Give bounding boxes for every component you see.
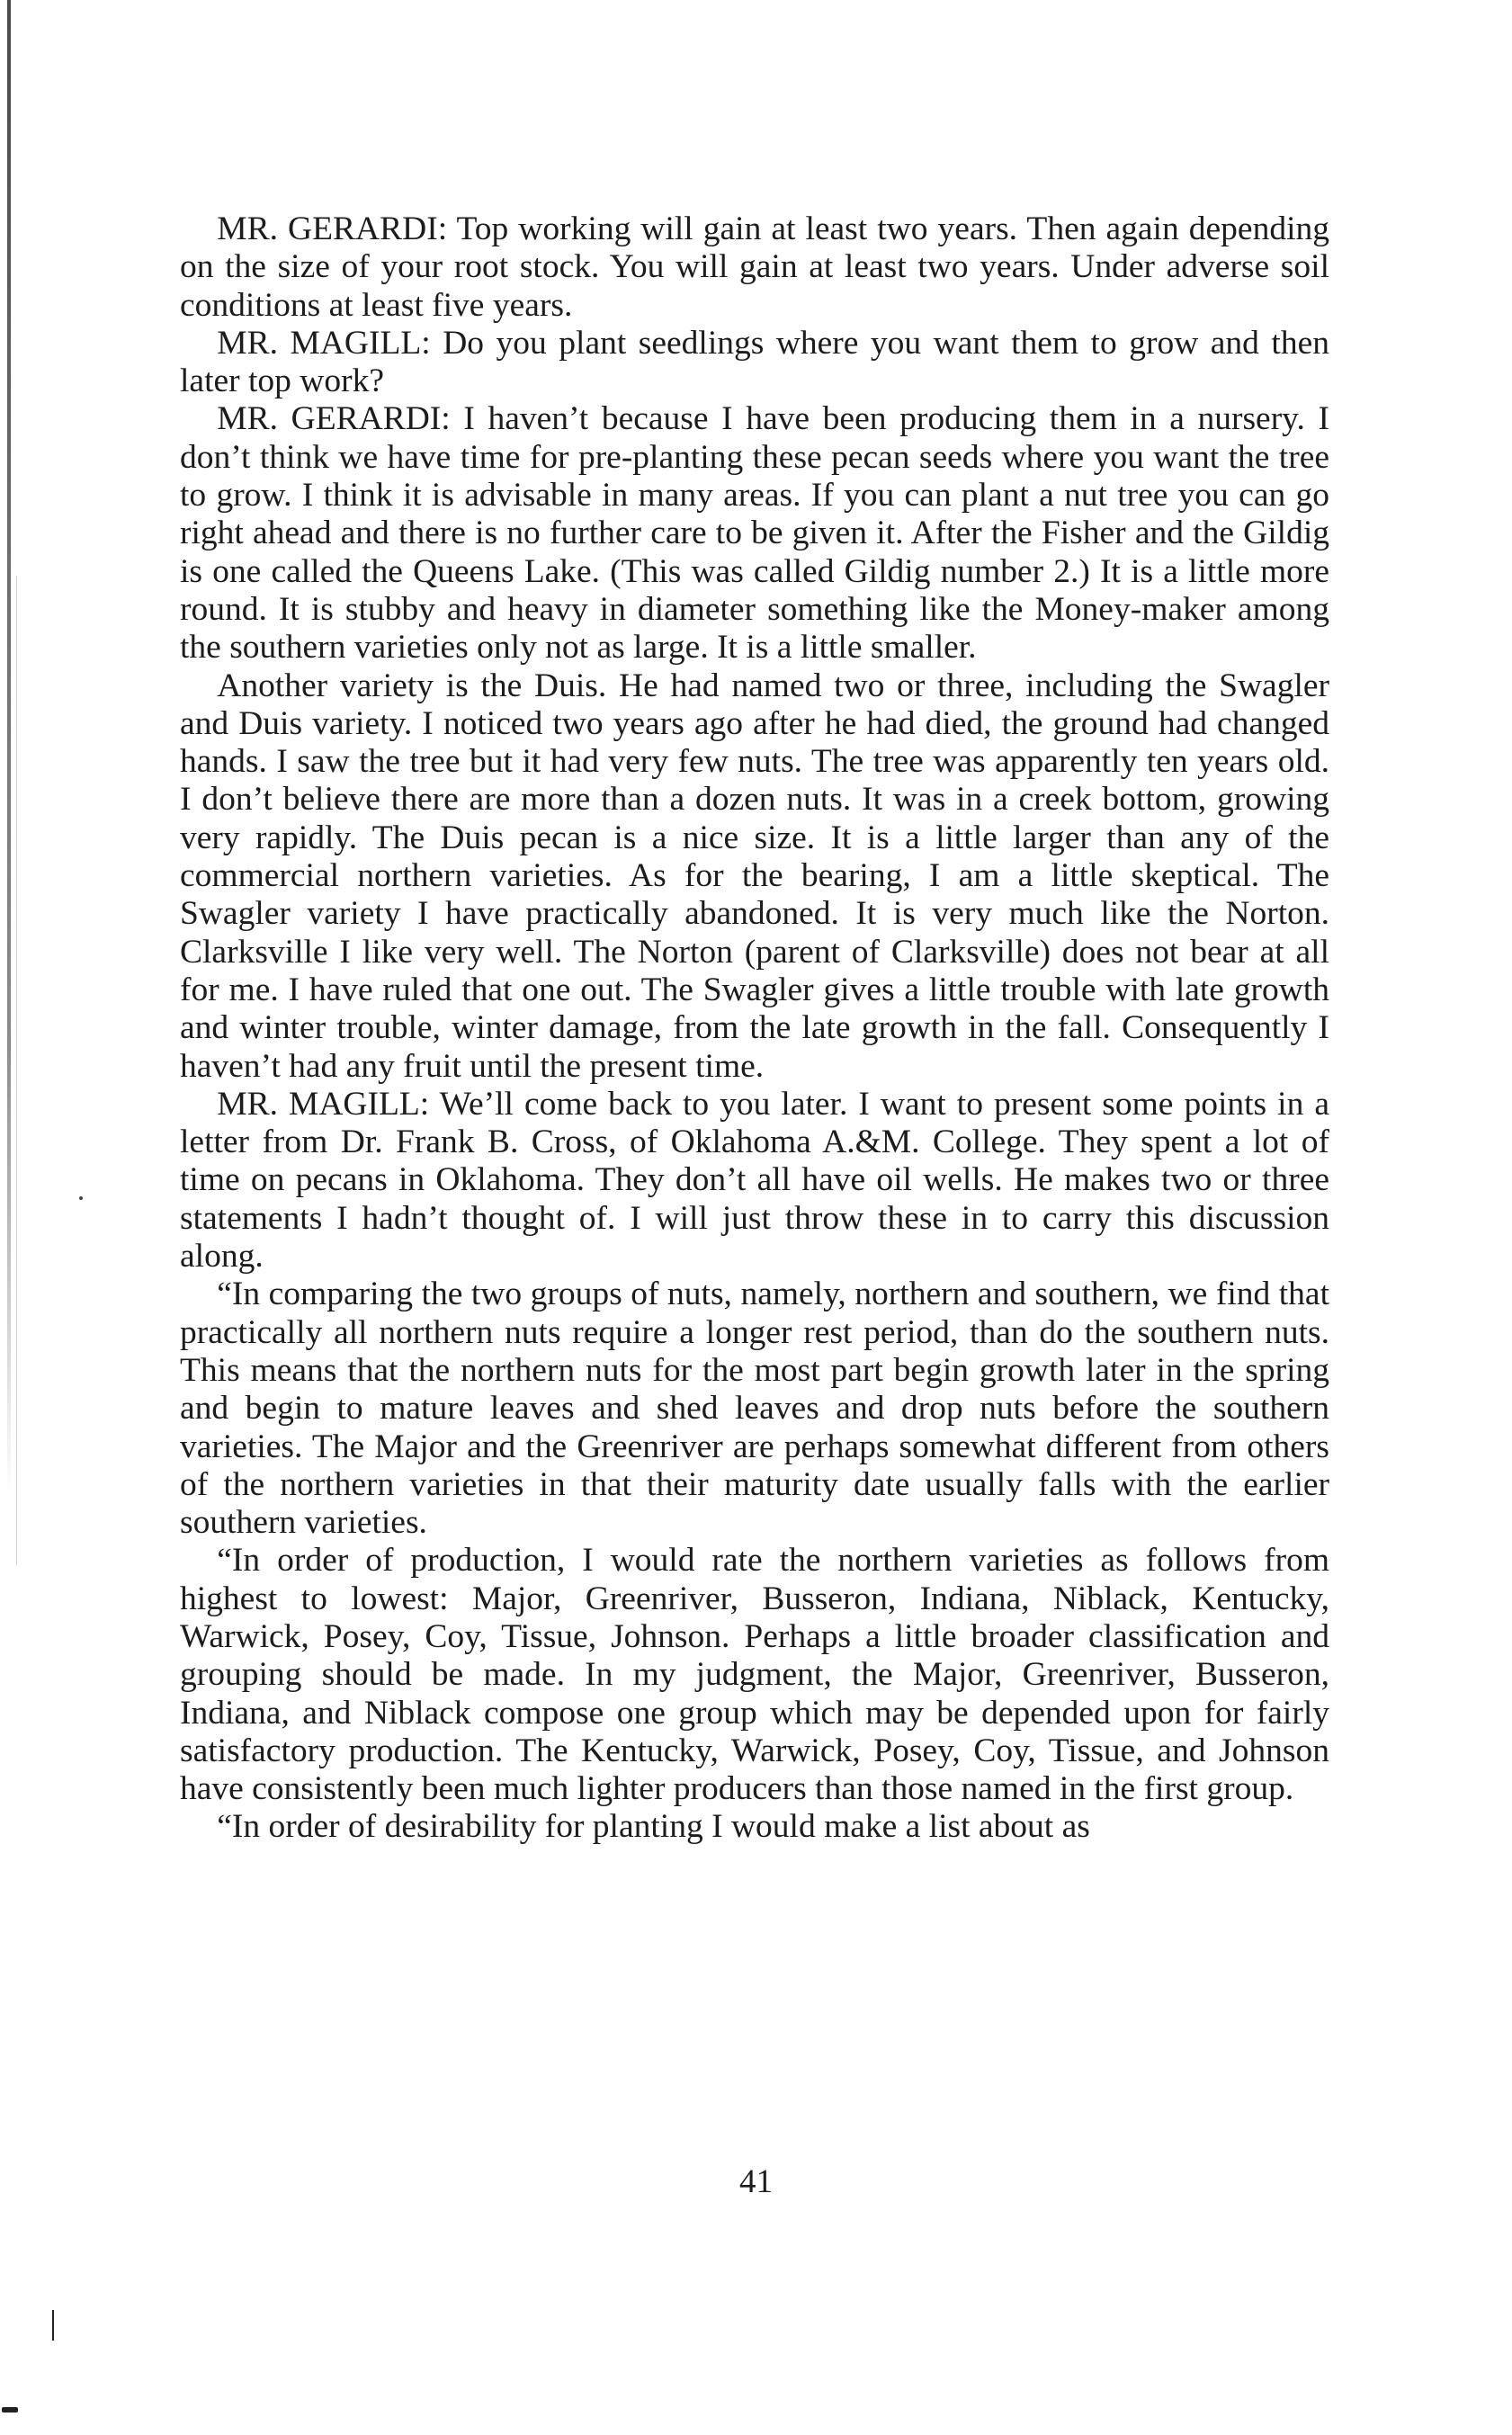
paragraph-magill-question: MR. MAGILL: Do you plant seedlings where you want them to grow and then later top work? xyxy=(180,324,1329,400)
paragraph-quote-production: “In order of production, I would rate the northern varieties as follows from highest to lowest: Major, Greenriver, Busseron, Indiana, Niblack, Kentucky, Warwick, Posey, Coy, Tissue, Johnson. Perhaps a little broader classification and grouping should be made. In my judgment, the Major, Greenriver, Busseron, Indiana, and Niblack compose one group which may be depended upon for fairly satisfactory production. The Kentucky, Warwick, Posey, Coy, Tissue, and Johnson have consistently been much lighter producers than those named in the first group. xyxy=(180,1542,1329,1808)
stray-mark xyxy=(79,1196,83,1200)
margin-tick xyxy=(52,2310,54,2341)
paragraph-gerardi-nursery: MR. GERARDI: I haven’t because I have been producing them in a nursery. I don’t think we have time for pre-planting these pecan seeds where you want the tree to grow. I think it is advisable in many areas. If you can plant a nut tree you can go right ahead and there is no further care to be given it. After the Fisher and the Gildig is one called the Queens Lake. (This was called Gildig number 2.) It is a little more round. It is stubby and heavy in diameter something like the Money-maker among the southern varieties only not as large. It is a little smaller. xyxy=(180,400,1329,667)
paragraph-magill-letter: MR. MAGILL: We’ll come back to you later. I want to present some points in a letter from Dr. Frank B. Cross, of Oklahoma A.&M. College. They spent a lot of time on pecans in Oklahoma. They don’t all have oil wells. He makes two or three statements I hadn’t thought of. I will just throw these in to carry this discussion along. xyxy=(180,1085,1329,1276)
scan-edge-line xyxy=(16,576,17,1565)
paragraph-quote-rest-period: “In comparing the two groups of nuts, namely, northern and southern, we find that practically all northern nuts require a longer rest period, than do the southern nuts. This means that the northern nuts for the most part begin growth later in the spring and begin to mature leaves and shed leaves and drop nuts before the southern varieties. The Major and the Greenriver are perhaps somewhat different from others of the northern varieties in that their maturity date usually falls with the earlier southern varieties. xyxy=(180,1276,1329,1542)
scan-edge-shadow xyxy=(7,0,11,1493)
body-text xyxy=(180,210,1329,1847)
page-number: 41 xyxy=(739,2163,773,2200)
paragraph-quote-desirability: “In order of desirability for planting I would make a list about as xyxy=(217,1808,1090,1846)
paragraph-duis-variety: Another variety is the Duis. He had named two or three, including the Swagler and Duis variety. I noticed two years ago after he had died, the ground had changed hands. I saw the tree but it had very few nuts. The tree was apparently ten years old. I don’t believe there are more than a dozen nuts. It was in a creek bottom, growing very rapidly. The Duis pecan is a nice size. It is a little larger than any of the commercial northern varieties. As for the bearing, I am a little skeptical. The Swagler variety I have practically abandoned. It is very much like the Norton. Clarksville I like very well. The Norton (parent of Clarksville) does not bear at all for me. I have ruled that one out. The Swagler gives a little trouble with late growth and winter trouble, winter damage, from the late growth in the fall. Consequently I haven’t had any fruit until the present time. xyxy=(180,667,1329,1085)
corner-mark xyxy=(2,2407,18,2413)
paragraph-gerardi-top-working: MR. GERARDI: Top working will gain at least two years. Then again depending on the size of your root stock. You will gain at least two years. Under adverse soil conditions at least five years. xyxy=(180,210,1329,324)
